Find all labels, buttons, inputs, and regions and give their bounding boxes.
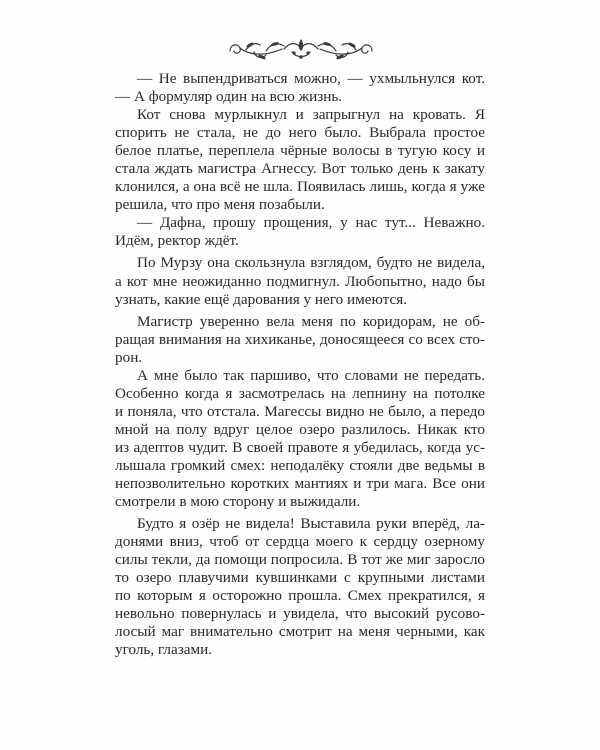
text-line: по которым я осторожно прошла. Смех прекратился, я xyxy=(115,587,485,605)
text-line: узнать, какие ещё дарования у него имеются. xyxy=(115,290,408,308)
paragraph xyxy=(115,214,485,250)
text-line: мной на полу вдруг целое озеро разлилось. Никак кто xyxy=(115,420,485,438)
text-line: лышала громкий смех: неподалёку стояли две ведьмы в xyxy=(115,456,485,474)
text-line: стала ждать магистра Агнессу. Вот только день к закату xyxy=(115,160,485,178)
text-line: лосый маг внимательно смотрит на меня черными, как xyxy=(115,623,485,641)
text-line: решила, что про меня позабыли. xyxy=(115,196,325,214)
text-line: а кот мне неожиданно подмигнул. Любопытно, надо бы xyxy=(115,272,485,290)
text-line: то озеро плавучими кувшинками с крупными листами xyxy=(115,569,485,587)
floral-vignette-icon xyxy=(226,36,376,62)
body-text xyxy=(115,70,485,660)
text-line: Магистр уверенно вела меня по коридорам, не об- xyxy=(137,312,485,330)
text-line: уголь, глазами. xyxy=(115,641,212,659)
text-line: По Мурзу она скользнула взглядом, будто не видела, xyxy=(137,254,485,272)
text-line: белое платье, переплела чёрные волосы в тугую косу и xyxy=(115,142,485,160)
paragraph xyxy=(115,313,485,367)
text-line: спорить не стала, не до него было. Выбрала простое xyxy=(115,124,485,142)
paragraph xyxy=(115,106,485,214)
text-line: ращая внимания на хихиканье, доносящееся со всех сто- xyxy=(115,330,485,348)
paragraph xyxy=(115,515,485,659)
text-line: рон. xyxy=(115,348,143,366)
text-line: Особенно когда я засмотрелась на лепнину на потолке xyxy=(115,384,485,402)
paragraph xyxy=(115,254,485,308)
text-line: Будто я озёр не видела! Выставила руки вперёд, ла- xyxy=(137,515,485,533)
text-line: непозволительно коротких мантиях и три мага. Все они xyxy=(115,475,485,493)
text-line: донями вниз, чтоб от сердца моего к сердцу озерному xyxy=(115,533,485,551)
text-line: Кот снова мурлыкнул и запрыгнул на кровать. Я xyxy=(137,106,485,124)
text-line: смотрели в мою сторону и выжидали. xyxy=(115,493,361,511)
text-line: клонился, а она всё не шла. Появилась лишь, когда я уже xyxy=(115,178,485,196)
paragraph xyxy=(115,367,485,511)
text-line: из адептов чудит. В своей правоте я убедилась, когда ус- xyxy=(115,438,485,456)
text-line: А мне было так паршиво, что словами не передать. xyxy=(137,366,485,384)
text-line: силы текли, да помощи попросила. В тот же миг заросло xyxy=(115,551,485,569)
text-line: невольно повернулась и увидела, что высокий русово- xyxy=(115,605,485,623)
text-line: — Не выпендриваться можно, — ухмыльнулся кот. xyxy=(137,70,485,87)
text-line: Идём, ректор ждёт. xyxy=(115,232,239,250)
text-line: — Дафна, прошу прощения, у нас тут... Неважно. xyxy=(137,214,485,232)
paragraph xyxy=(115,70,485,106)
text-line: и поняла, что отстала. Магессы видно не было, а передо xyxy=(115,402,485,420)
text-line: — А формуляр один на всю жизнь. xyxy=(115,88,343,106)
